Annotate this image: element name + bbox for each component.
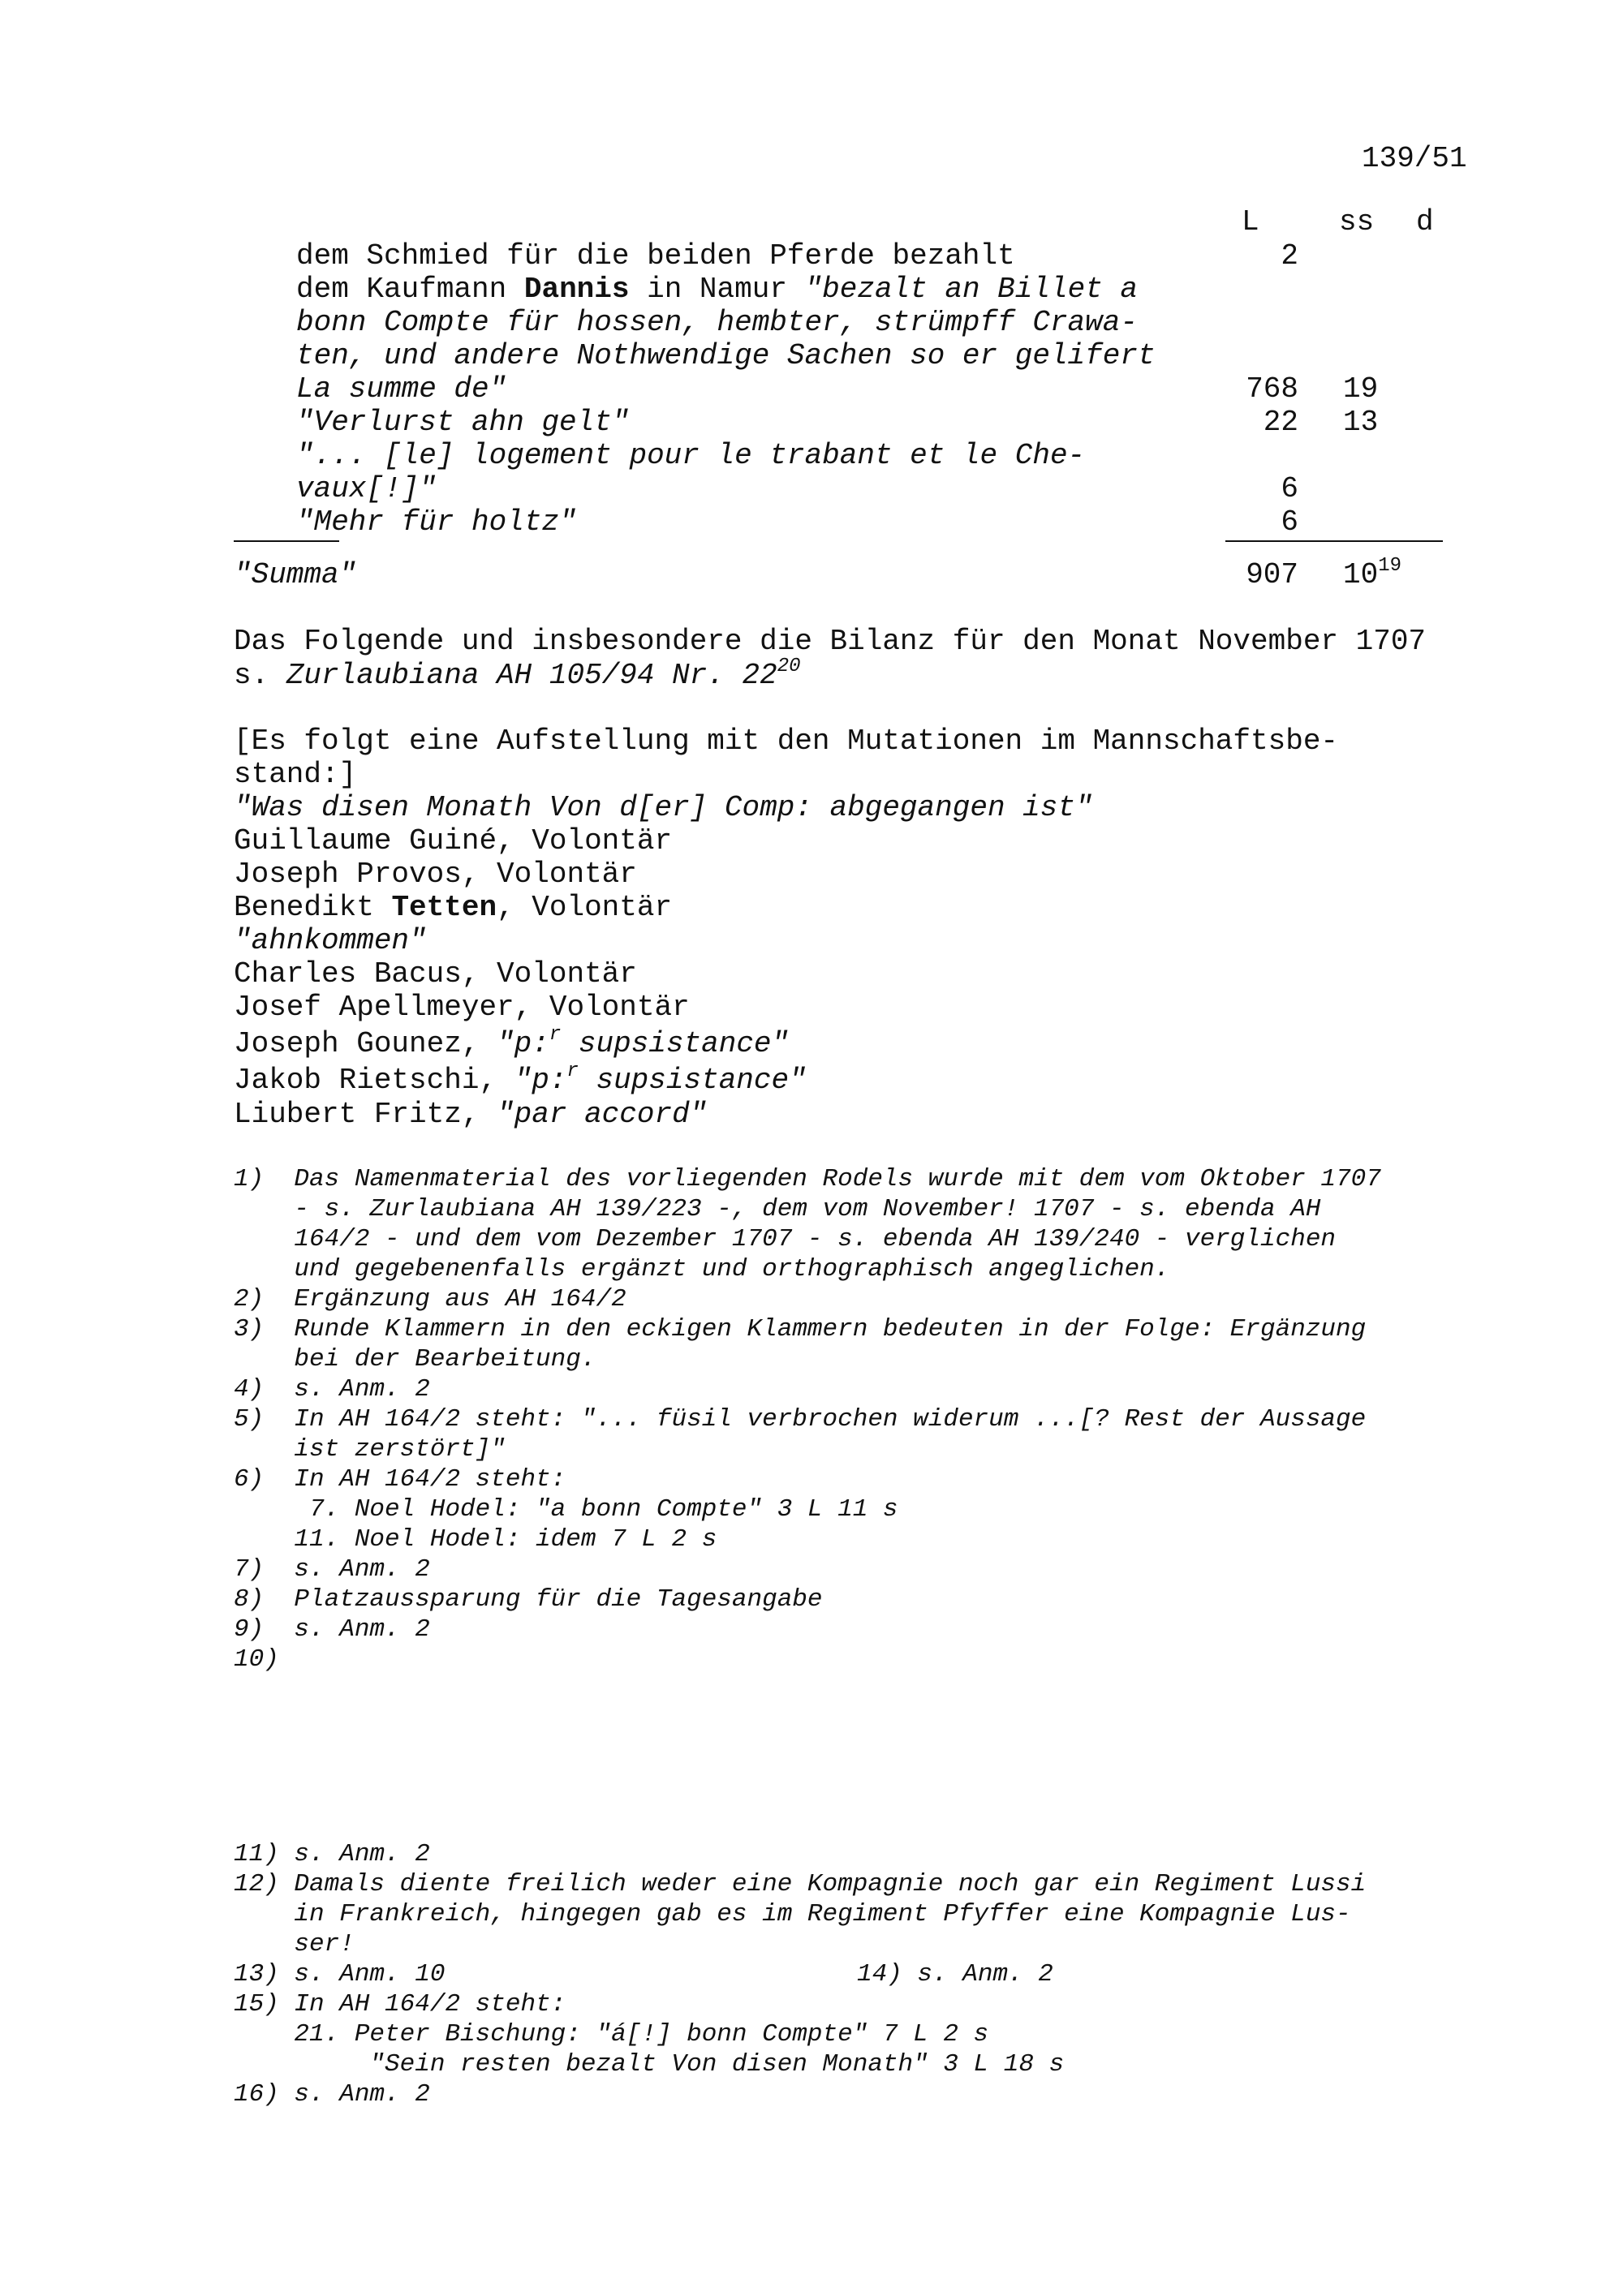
para-mutations-line1: [Es folgt eine Aufstellung mit den Mutationen im Mannschaftsbe- <box>234 724 1339 758</box>
arrived-header: "ahnkommen" <box>234 924 427 957</box>
entry-loss: "Verlurst ahn gelt" <box>296 406 630 439</box>
entry-merchant-sols: 19 <box>1343 372 1379 406</box>
para-balance-line1: Das Folgende und insbesondere die Bilanz für den Monat November 1707 <box>234 625 1427 658</box>
para-balance-line2: s. Zurlaubiana AH 105/94 Nr. $22^{20}$ <box>234 656 801 692</box>
entry-loss-sols: 13 <box>1343 406 1379 439</box>
footnote-15: 21. Peter Bischung: "á[!] bonn Compte" 7 L 2 s <box>234 2020 989 2049</box>
footnote-1: 1) Das Namenmaterial des vorliegenden Rodels wurde mit dem vom Oktober 1707 <box>234 1165 1381 1193</box>
entry-lodging-line2: vaux[!]" <box>296 472 437 505</box>
rule-right <box>1225 540 1443 542</box>
footnote-11: 11) s. Anm. 2 <box>234 1840 430 1868</box>
arrived-item: Charles Bacus, Volontär <box>234 957 637 991</box>
footnote-5: 5) In AH 164/2 steht: "... füsil verbrochen widerum ...[? Rest der Aussage <box>234 1405 1367 1434</box>
entry-lodging-line1: "... [le] logement pour le trabant et le Che- <box>296 439 1086 472</box>
footnote-12: 12) Damals diente freilich weder eine Kompagnie noch gar ein Regiment Lussi <box>234 1870 1367 1898</box>
entry-wood-livres: 6 <box>1281 505 1298 539</box>
footnote-14: 14) s. Anm. 2 <box>857 1960 1053 1989</box>
footnote-1: - s. Zurlaubiana AH 139/223 -, dem vom November! 1707 - s. ebenda AH <box>234 1195 1321 1223</box>
footnote-3: 3) Runde Klammern in den eckigen Klammern bedeuten in der Folge: Ergänzung <box>234 1315 1367 1344</box>
merchant-name: Dannis <box>523 273 630 306</box>
footnote-6: 7. Noel Hodel: "a bonn Compte" 3 L 11 s <box>234 1495 898 1524</box>
footnote-2: 2) Ergänzung aus AH 164/2 <box>234 1285 626 1314</box>
departed-header: "Was disen Monath Von d[er] Comp: abgegangen ist" <box>234 791 1093 824</box>
summa-livres: 907 <box>1246 558 1298 591</box>
footnote-15: "Sein resten bezalt Von disen Monath" 3 L 18 s <box>234 2050 1065 2079</box>
para-mutations-line2: stand:] <box>234 758 357 791</box>
footnote-ref-20: 20 <box>777 656 801 677</box>
departed-item: Joseph Provos, Volontär <box>234 858 637 891</box>
entry-smith-livres: 2 <box>1281 239 1298 273</box>
footnote-1: und gegebenenfalls ergänzt und orthographisch angeglichen. <box>234 1255 1170 1283</box>
entry-merchant-line4: La summe de" <box>296 372 507 406</box>
entry-merchant-line2: bonn Compte für hossen, hembter, strümpff Crawa- <box>296 306 1138 339</box>
entry-lodging-livres: 6 <box>1281 472 1298 505</box>
footnote-5: ist zerstört]" <box>234 1435 506 1464</box>
footnote-4: 4) s. Anm. 2 <box>234 1375 430 1404</box>
page-number: 139/51 <box>1362 142 1467 175</box>
entry-merchant-livres: 768 <box>1246 372 1298 406</box>
footnote-ref-19: 19 <box>1378 555 1402 577</box>
footnote-16: 16) s. Anm. 2 <box>234 2080 430 2109</box>
entry-smith: dem Schmied für die beiden Pferde bezahlt <box>296 239 1015 273</box>
entry-merchant-line3: ten, und andere Nothwendige Sachen so er gelifert <box>296 339 1156 372</box>
summa-label: "Summa" <box>234 558 357 591</box>
footnote-8: 8) Platzaussparung für die Tagesangabe <box>234 1585 823 1614</box>
column-header-sols: ss <box>1339 205 1375 239</box>
arrived-item: Jakob Rietschi, "p:$^r$ supsistance" <box>234 1060 807 1097</box>
arrived-item: Josef Apellmeyer, Volontär <box>234 991 690 1024</box>
footnote-10: 10) <box>234 1645 279 1674</box>
summa-sols: $10^{19}$ <box>1343 555 1402 591</box>
footnote-7: 7) s. Anm. 2 <box>234 1555 430 1584</box>
footnote-9: 9) s. Anm. 2 <box>234 1615 430 1644</box>
column-header-deniers: d <box>1416 205 1434 239</box>
entry-merchant-line1: dem Kaufmann Dannis in Namur "bezalt an Billet a <box>296 273 1138 306</box>
arrived-item: Liubert Fritz, "par accord" <box>234 1098 708 1131</box>
footnote-6: 11. Noel Hodel: idem 7 L 2 s <box>234 1525 717 1554</box>
arrived-item: Joseph Gounez, "p:$^r$ supsistance" <box>234 1024 790 1060</box>
footnote-15: 15) In AH 164/2 steht: <box>234 1990 566 2019</box>
footnote-12: in Frankreich, hingegen gab es im Regiment Pfyffer eine Kompagnie Lus- <box>234 1900 1351 1928</box>
entry-wood: "Mehr für holtz" <box>296 505 577 539</box>
footnote-6: 6) In AH 164/2 steht: <box>234 1465 566 1494</box>
column-header-livres: L <box>1242 205 1259 239</box>
rule-left <box>234 540 339 542</box>
footnote-1: 164/2 - und dem vom Dezember 1707 - s. ebenda AH 139/240 - verglichen <box>234 1225 1337 1253</box>
footnote-13: 13) s. Anm. 10 <box>234 1960 446 1989</box>
footnote-12: ser! <box>234 1930 355 1958</box>
footnote-3: bei der Bearbeitung. <box>234 1345 596 1374</box>
entry-loss-livres: 22 <box>1263 406 1298 439</box>
departed-item: Benedikt Tetten, Volontär <box>234 891 673 924</box>
departed-item: Guillaume Guiné, Volontär <box>234 824 673 858</box>
